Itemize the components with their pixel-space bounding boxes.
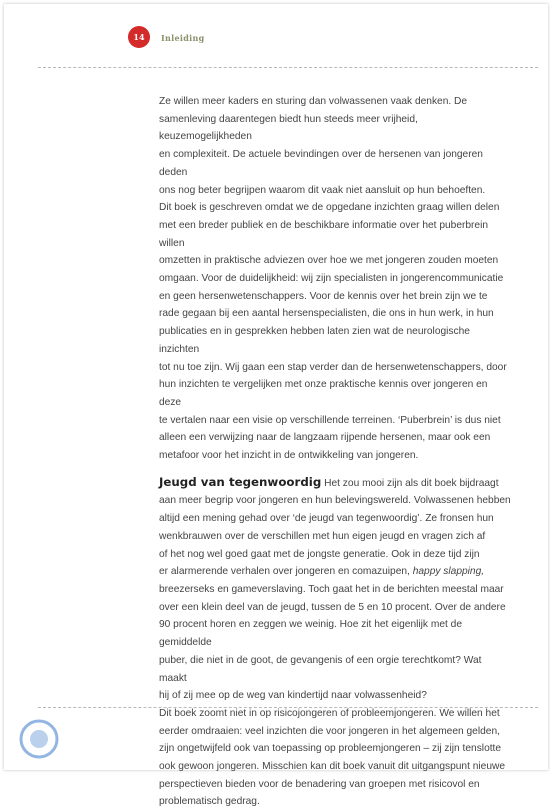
text-line: publicaties en in gesprekken hebben laten zien wat de neurologische inzichten: [159, 326, 470, 355]
text-line: Ze willen meer kaders en sturing dan volwassenen vaak denken. De: [159, 96, 468, 107]
text-line: tot nu toe zijn. Wij gaan een stap verder dan de hersenwetenschappers, door: [159, 361, 507, 373]
text-line: ook gewoon jongeren. Misschien kan dit boek vanuit dit uitgangspunt nieuwe: [159, 761, 506, 773]
text-line: omgaan. Voor de duidelijkheid: wij zijn specialisten in jongerencommunicatie: [159, 273, 504, 285]
italic-term: happy slapping,: [412, 566, 485, 578]
text-line: eerder omdraaien: veel inzichten die voor jongeren in het algemeen gelden,: [159, 725, 500, 737]
footer-divider: [38, 707, 538, 708]
page-number-badge: 14: [128, 26, 150, 48]
header-divider: [38, 67, 538, 68]
text-line: aan meer begrip voor jongeren en hun belevingswereld. Volwassenen hebben: [159, 495, 511, 507]
text-line: zijn ongetwijfeld ook van toepassing op probleemjongeren – zij zijn tenslotte: [159, 743, 502, 755]
section-gap: [159, 465, 511, 474]
text-line: met een breder publiek en de beschikbare informatie over het puberbrein willen: [159, 219, 489, 249]
text-line: omzetten in praktische adviezen over hoe we met jongeren zouden moeten: [159, 255, 499, 267]
text-run: Het zou mooi zijn als dit boek bijdraagt: [321, 477, 499, 489]
section-heading: Jeugd van tegenwoordig: [159, 474, 322, 489]
text-line: [159, 474, 511, 493]
text-run: er alarmerende verhalen over jongeren en comazuipen,: [159, 566, 413, 578]
paragraph-4: [159, 705, 511, 811]
text-line: rade gegaan bij een aantal hersenspecialisten, die ons in hun werk, in hun: [159, 308, 494, 320]
chapter-title: Inleiding: [161, 33, 205, 43]
text-line: Dit boek zoomt niet in op risicojongeren of probleemjongeren. We willen het: [159, 707, 500, 719]
text-line: te vertalen naar een visie op verschillende terreinen. ‘Puberbrein’ is dus niet: [159, 414, 501, 426]
book-page: [4, 4, 548, 808]
section-jeugd-van-tegenwoordig: [159, 474, 511, 705]
text-line: en geen hersenwetenschappers. Voor de kennis over het brein zijn we te: [159, 290, 488, 302]
text-line: altijd een mening gehad over ‘de jeugd van tegenwoordig’. Ze fronsen hun: [159, 513, 494, 525]
text-line: alleen een verwijzing naar de langzaam rijpende hersenen, maar ook een: [159, 432, 491, 444]
text-line: perspectieven bieden voor de benadering van groepen met risicovol en: [159, 778, 480, 790]
text-line: puber, die niet in de goot, de gevangenis of een orgie terechtkomt? Wat maakt: [159, 654, 482, 684]
text-line: 90 procent horen en zeggen we weinig. Hoe zit het eigenlijk met de gemiddelde: [159, 619, 462, 649]
page-header: [4, 4, 548, 74]
bol-logo-icon: [4, 711, 74, 766]
text-line: en complexiteit. De actuele bevindingen over de hersenen van jongeren deden: [159, 149, 483, 178]
text-line: of het nog wel goed gaat met de jongste generatie. Ook in deze tijd zijn: [159, 548, 480, 560]
text-line: [159, 563, 511, 581]
text-line: ons nog beter begrijpen waarom dit vaak niet aansluit op hun behoeften.: [159, 184, 486, 196]
paragraph-1: [159, 93, 511, 199]
text-line: wenkbrauwen over de verschillen met hun eigen jeugd en vragen zich af: [159, 530, 486, 542]
text-line: problematisch gedrag.: [159, 796, 260, 808]
text-line: hun inzichten te vergelijken met onze praktische kennis over jongeren en deze: [159, 379, 488, 408]
text-line: over een klein deel van de jeugd, tussen de 5 en 10 procent. Over de andere: [159, 601, 506, 613]
text-line: metafoor voor het inzicht in de ontwikkeling van jongeren.: [159, 450, 419, 462]
text-line: hij of zij mee op de weg van kindertijd naar volwassenheid?: [159, 690, 427, 702]
text-line: samenleving daarentegen biedt hun steeds meer vrijheid, keuzemogelijkheden: [159, 113, 418, 143]
body-text: [159, 93, 511, 811]
text-line: Dit boek is geschreven omdat we de opgedane inzichten graag willen delen: [159, 202, 500, 214]
paragraph-2: [159, 199, 511, 465]
text-line: breezerseks en gameverslaving. Toch gaat het in de berichten meestal maar: [159, 583, 504, 595]
